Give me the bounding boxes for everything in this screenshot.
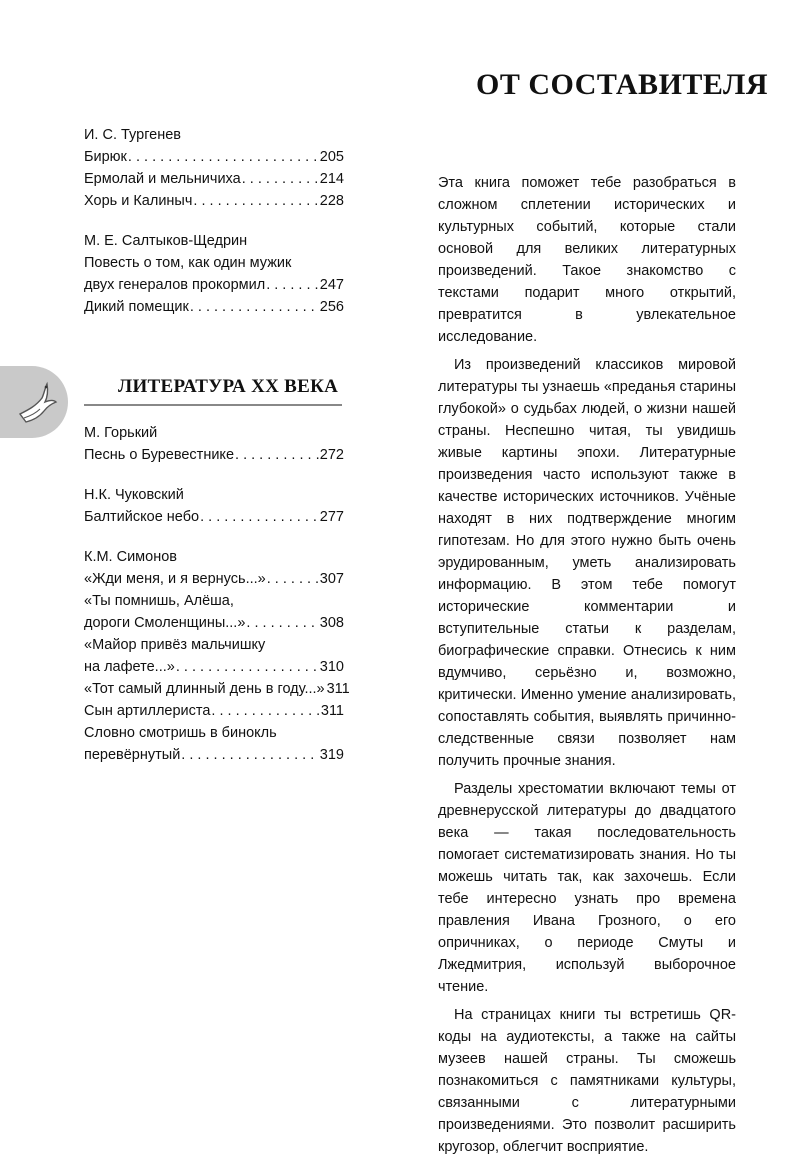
article-body (438, 172, 736, 1164)
toc-entry[interactable] (84, 274, 344, 296)
toc-entry-title: Бирюк (84, 149, 127, 165)
toc-author: М. Е. Салтыков-Щедрин (84, 233, 248, 249)
section-divider (84, 404, 342, 406)
seagull-icon (14, 376, 58, 428)
article-paragraph: Эта книга поможет тебе разобраться в сложном сплетении исторических и культурных событий, которые стали основой для великих литературных произведений. Такое знакомство с текстами подарит много открытий, превратится в увлекательное исследование. (438, 175, 736, 345)
toc-entry[interactable] (84, 700, 344, 722)
toc-entry[interactable] (84, 190, 344, 212)
toc-entry-title: Хорь и Калиныч (84, 193, 193, 209)
toc-group-chukovsky (84, 484, 344, 528)
toc-entry-page: 272 (319, 447, 344, 463)
toc-author: М. Горький (84, 425, 158, 441)
toc-entry-page: 256 (319, 299, 344, 315)
toc-entry-title: «Жди меня, и я вернусь...» (84, 571, 266, 587)
toc-entry-page: 277 (319, 509, 344, 525)
toc-entry-title: Балтийское небо (84, 509, 200, 525)
article-paragraph: Из произведений классиков мировой литературы ты узнаешь «преданья старины глубокой» о судьбах людей, о жизни нашей страны. Неспешно читая, ты увидишь живые картины эпохи. Литературные произведения часто используют также в качестве исторических источников. Учёные находят в них подтверждение многим гипотезам. Но для этого нужно быть очень эрудированным, уметь анализировать информацию. В этом тебе помогут исторические комментарии и вступительные статьи к разделам, биографические справки. Отнесись к ним вдумчиво, серьёзно и, возможно, критически. Именно умение анализировать, сопоставлять события, выявлять причинно-следственные связи позволяет нам получить прочные знания. (438, 357, 736, 769)
toc-entry-page: 247 (319, 277, 344, 293)
toc-entry-line: «Майор привёз мальчишку (84, 637, 266, 653)
toc-entry-page: 308 (319, 615, 344, 631)
toc-lower (84, 422, 350, 784)
toc-group-turgenev (84, 124, 344, 212)
toc-entry[interactable] (84, 146, 344, 168)
toc-entry-title: двух генералов прокормил (84, 277, 266, 293)
toc-entry-page: 205 (319, 149, 344, 165)
toc-group-saltykov (84, 230, 344, 318)
toc-upper (84, 124, 344, 336)
toc-entry-page: 311 (326, 681, 350, 697)
section-tab (0, 366, 68, 438)
toc-entry-page: 310 (319, 659, 344, 675)
toc-entry[interactable] (84, 296, 344, 318)
section-title: ЛИТЕРАТУРА XX ВЕКА (118, 376, 339, 397)
toc-entry-title: Песнь о Буревестнике (84, 447, 235, 463)
toc-entry[interactable] (84, 744, 344, 766)
toc-group-simonov (84, 546, 350, 766)
toc-entry[interactable] (84, 656, 344, 678)
toc-entry-page: 311 (320, 703, 344, 719)
toc-entry-title: дороги Смоленщины...» (84, 615, 246, 631)
article-paragraph: Разделы хрестоматии включают темы от древнерусской литературы до двадцатого века — такая последовательность помогает систематизировать знания. Но ты можешь читать так, как захочешь. Если тебе интересно узнать про времена правления Ивана Грозного, о его опричниках, о периоде Смуты и Лжедмитрия, используй выборочное чтение. (438, 781, 736, 995)
toc-entry-line: «Ты помнишь, Алёша, (84, 593, 234, 609)
toc-entry[interactable] (84, 678, 350, 700)
toc-entry[interactable] (84, 506, 344, 528)
toc-entry-title: на лафете...» (84, 659, 175, 675)
toc-entry-line: Повесть о том, как один мужик (84, 255, 292, 271)
toc-author: И. С. Тургенев (84, 127, 182, 143)
toc-author: Н.К. Чуковский (84, 487, 184, 503)
toc-entry-line: Словно смотришь в бинокль (84, 725, 277, 741)
article-paragraph: На страницах книги ты встретишь QR-коды на аудиотексты, а также на сайты музеев нашей страны. Ты сможешь познакомиться с памятниками культуры, связанными с литературными произведениями. Это позволит расширить кругозор, облегчит восприятие. (438, 1007, 736, 1155)
toc-author: К.М. Симонов (84, 549, 177, 565)
toc-entry-title: Дикий помещик (84, 299, 189, 315)
toc-entry-page: 228 (319, 193, 344, 209)
toc-entry[interactable] (84, 168, 344, 190)
toc-entry[interactable] (84, 444, 344, 466)
toc-entry-page: 307 (319, 571, 344, 587)
toc-entry-title: Ермолай и мельничиха (84, 171, 241, 187)
toc-group-gorky (84, 422, 344, 466)
article-title: ОТ СОСТАВИТЕЛЯ (476, 68, 769, 101)
toc-entry-title: перевёрнутый (84, 747, 181, 763)
toc-entry-title: «Тот самый длинный день в году...» (84, 681, 325, 697)
toc-entry-page: 214 (319, 171, 344, 187)
toc-entry-page: 319 (319, 747, 344, 763)
toc-entry[interactable] (84, 612, 344, 634)
toc-entry[interactable] (84, 568, 344, 590)
toc-entry-title: Сын артиллериста (84, 703, 211, 719)
